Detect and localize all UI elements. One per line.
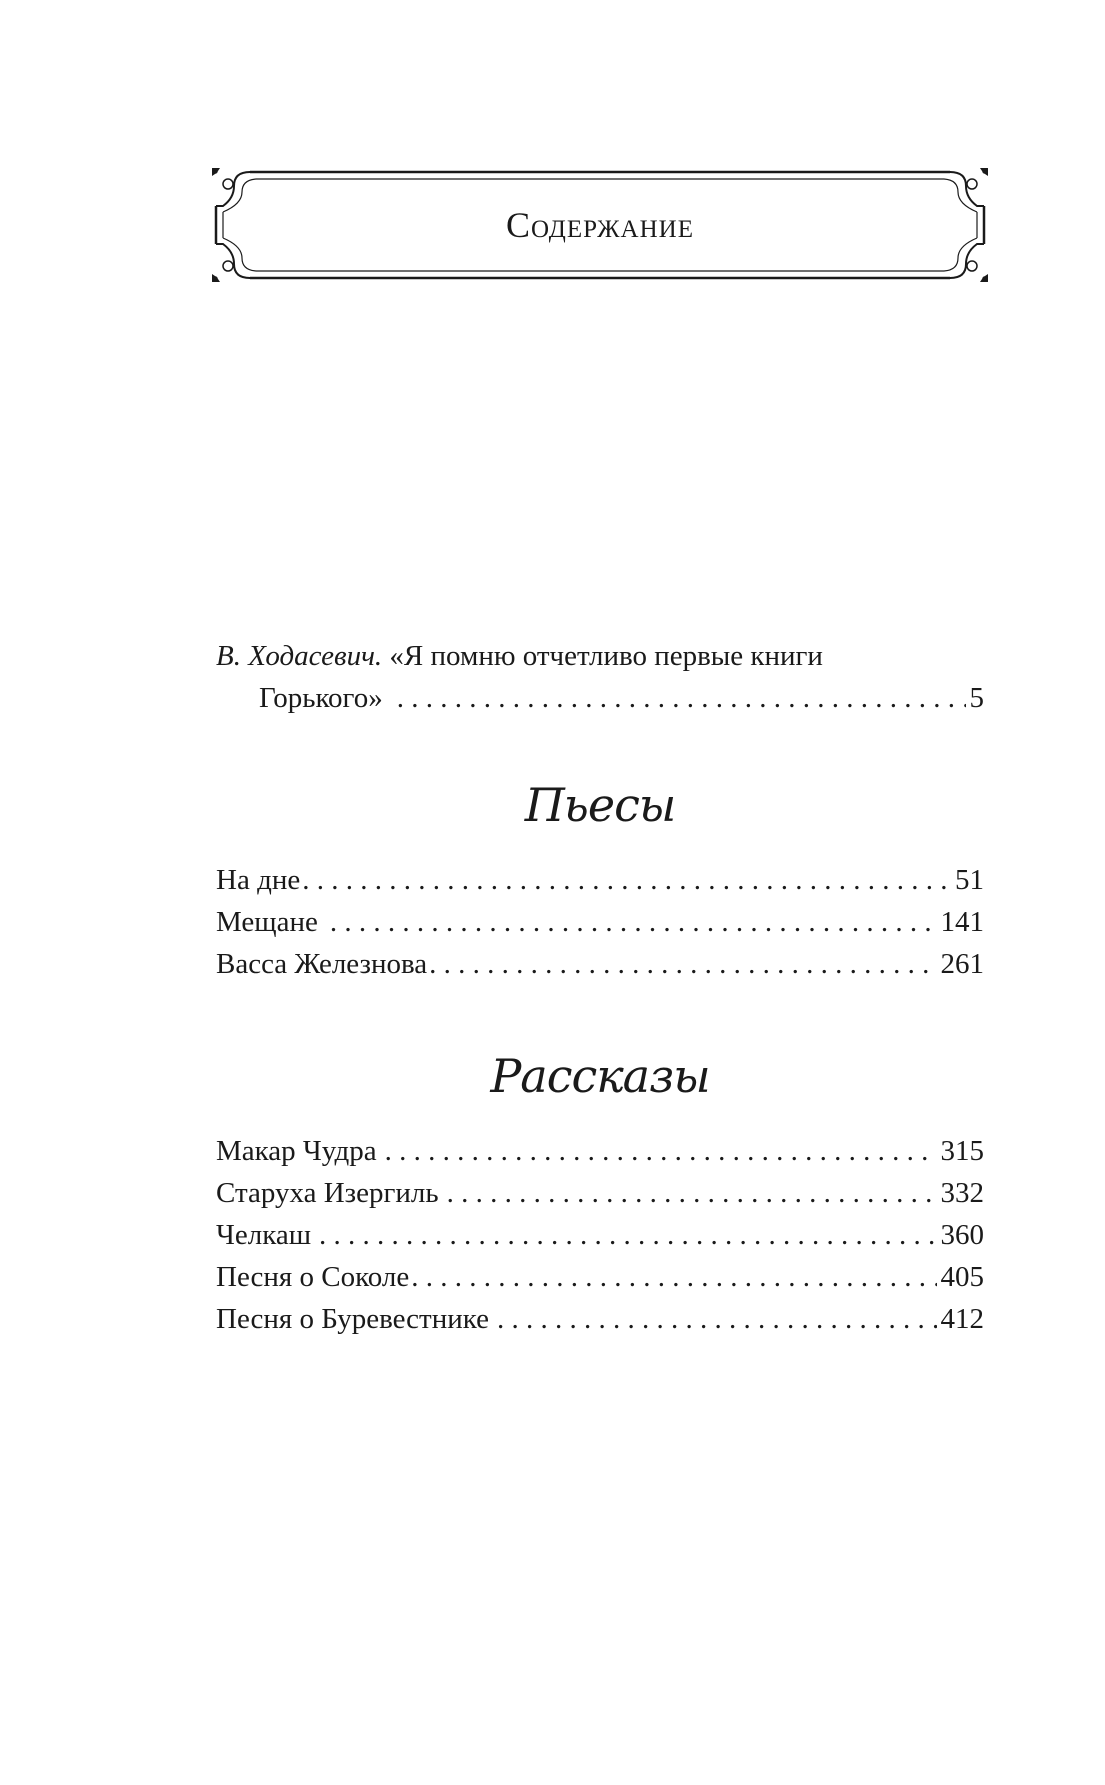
page-number: 315 — [940, 1135, 984, 1167]
entry-title: Макар Чудра — [216, 1135, 377, 1167]
intro-title-line2: Горького» — [259, 682, 383, 714]
toc-entry — [216, 943, 984, 985]
entry-title: Мещане — [216, 906, 318, 938]
page-number: 412 — [940, 1303, 984, 1335]
dot-leader — [447, 1172, 937, 1214]
toc-entry — [216, 901, 984, 943]
dot-leader — [397, 677, 966, 719]
entry-title: На дне — [216, 864, 301, 896]
section-heading-plays: Пьесы — [524, 778, 676, 832]
page-number: 51 — [955, 864, 984, 896]
intro-entry-line1 — [216, 635, 823, 677]
dot-leader — [497, 1298, 936, 1340]
toc-entry — [216, 1214, 984, 1256]
intro-author: В. Ходасевич. — [216, 640, 383, 672]
entry-title: Песня о Буревестнике — [216, 1303, 490, 1335]
page-number: 141 — [940, 906, 984, 938]
dot-leader — [319, 1214, 936, 1256]
intro-title-line1: «Я помню отчетливо первые книги — [389, 640, 823, 672]
dot-leader — [330, 901, 937, 943]
section-heading-stories: Рассказы — [490, 1049, 710, 1103]
page-number: 360 — [940, 1219, 984, 1251]
title-frame — [210, 166, 990, 284]
toc-entry — [216, 1130, 984, 1172]
entry-title: Песня о Соколе — [216, 1261, 410, 1293]
page-number: 332 — [940, 1177, 984, 1209]
toc-entry — [216, 1172, 984, 1214]
dot-leader — [411, 1256, 936, 1298]
intro-entry-line2 — [259, 677, 984, 719]
toc-entry — [216, 1256, 984, 1298]
dot-leader — [302, 859, 951, 901]
entry-title: Челкаш — [216, 1219, 312, 1251]
toc-entry — [216, 859, 984, 901]
toc-entry — [216, 1298, 984, 1340]
entry-title: Васса Железнова — [216, 948, 428, 980]
page-number: 405 — [940, 1261, 984, 1293]
page-number: 5 — [969, 682, 984, 714]
dot-leader — [385, 1130, 937, 1172]
page-number: 261 — [940, 948, 984, 980]
dot-leader — [429, 943, 936, 985]
page-title: Содержание — [505, 205, 694, 245]
entry-title: Старуха Изергиль — [216, 1177, 439, 1209]
